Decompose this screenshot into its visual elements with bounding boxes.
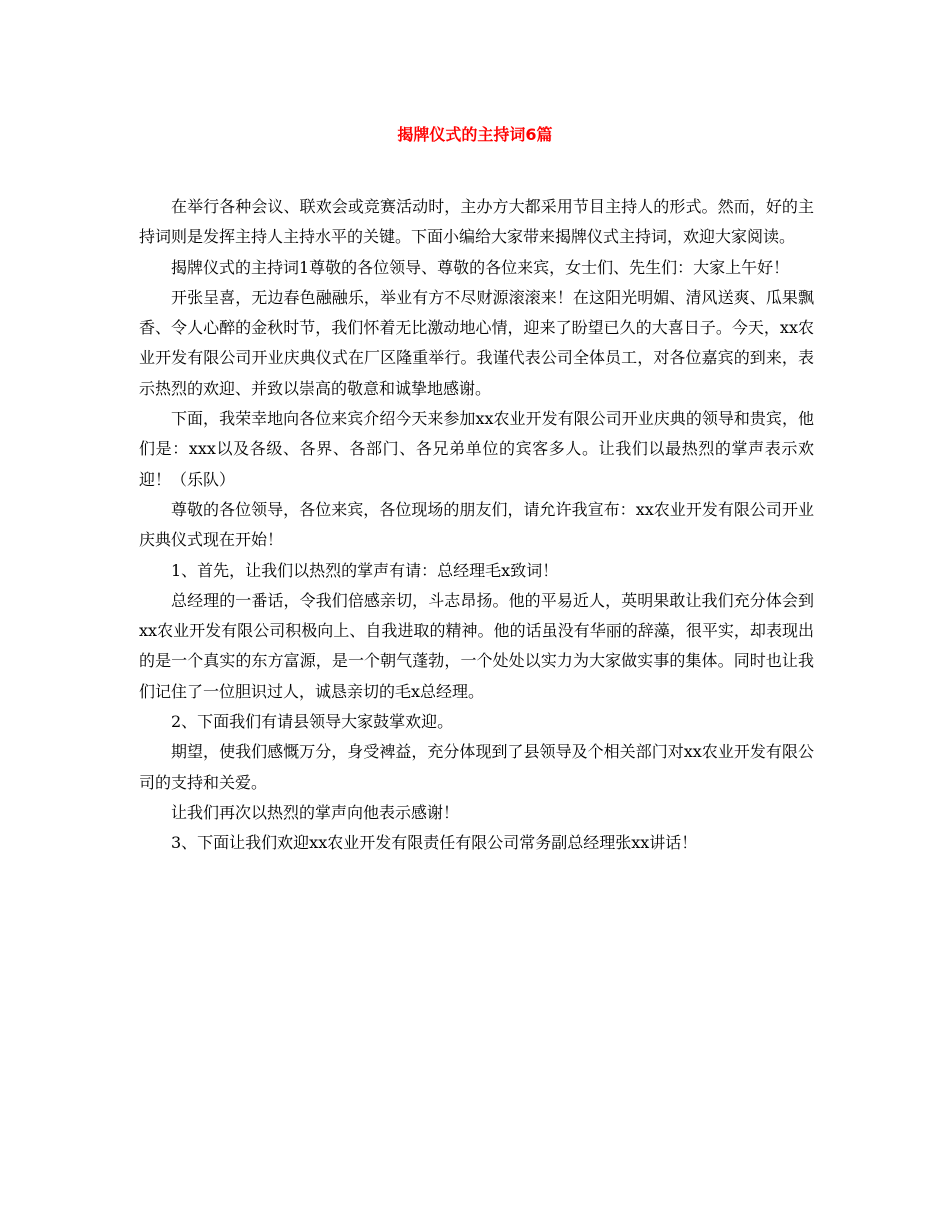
- paragraph-item-3: 3、下面让我们欢迎xx农业开发有限责任有限公司常务副总经理张xx讲话！: [171, 833, 698, 853]
- paragraph-item-1: 1、首先，让我们以热烈的掌声有请：总经理毛x致词！: [171, 560, 559, 580]
- paragraph-intro: 在举行各种会议、联欢会或竞赛活动时，主办方大都采用节目主持人的形式。然而，好的主持词则是发挥主持人主持水平的关键。下面小编给大家带来揭牌仪式主持词，欢迎大家阅读。: [139, 197, 814, 247]
- paragraph-manager-remarks: 总经理的一番话，令我们倍感亲切，斗志昂扬。他的平易近人，英明果敢让我们充分体会到xx农业开发有限公司积极向上、自我进取的精神。他的话虽没有华丽的辞藻，很平实，却表现出的是一个真实的东方富源，是一个朝气蓬勃，一个处处以实力为大家做实事的集体。同时也让我们记住了一位胆识过人，诚恳亲切的毛x总经理。: [139, 590, 814, 701]
- document-body: [139, 192, 814, 859]
- paragraph-item-2: 2、下面我们有请县领导大家鼓掌欢迎。: [171, 712, 454, 732]
- paragraph-greeting: 揭牌仪式的主持词1尊敬的各位领导、尊敬的各位来宾，女士们、先生们：大家上午好！: [171, 257, 790, 277]
- paragraph-county-leader: 期望，使我们感慨万分，身受裨益，充分体现到了县领导及个相关部门对xx农业开发有限公司的支持和关爱。: [139, 742, 814, 792]
- paragraph-announcement: 尊敬的各位领导，各位来宾，各位现场的朋友们，请允许我宣布：xx农业开发有限公司开业庆典仪式现在开始！: [139, 499, 814, 550]
- paragraph-thanks: 让我们再次以热烈的掌声向他表示感谢！: [171, 802, 460, 822]
- paragraph-opening: 开张呈喜，无边春色融融乐，举业有方不尽财源滚滚来！在这阳光明媚、清风送爽、瓜果飘香、令人心醉的金秋时节，我们怀着无比激动地心情，迎来了盼望已久的大喜日子。今天，xx农业开发有限公司开业庆典仪式在厂区隆重举行。我谨代表公司全体员工，对各位嘉宾的到来，表示热烈的欢迎、并致以崇高的敬意和诚挚地感谢。: [139, 287, 814, 398]
- paragraph-guest-introduction: 下面，我荣幸地向各位来宾介绍今天来参加xx农业开发有限公司开业庆典的领导和贵宾，他们是：xxx以及各级、各界、各部门、各兄弟单位的宾客多人。让我们以最热烈的掌声表示欢迎！（乐队）: [139, 409, 814, 489]
- document-title: 揭牌仪式的主持词6篇: [397, 125, 553, 144]
